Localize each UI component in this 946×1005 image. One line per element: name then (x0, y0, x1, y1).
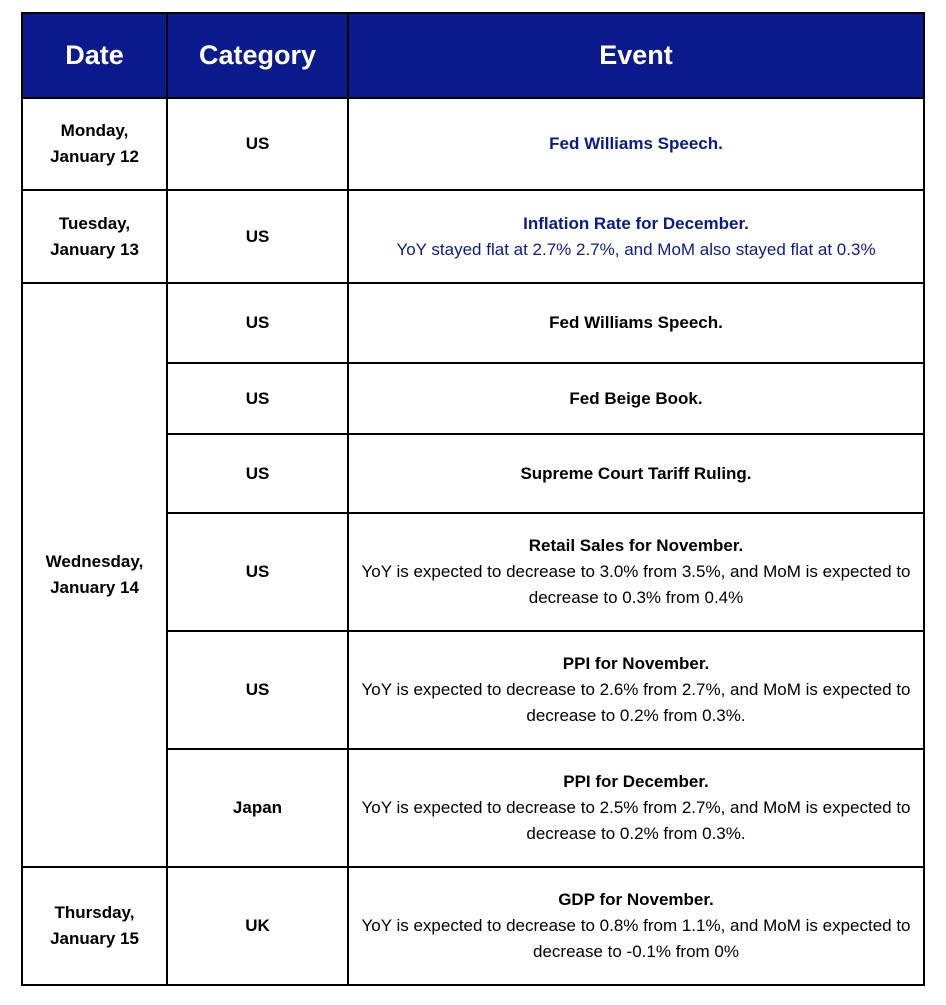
event-description: YoY is expected to decrease to 2.5% from 2.7%, and MoM is expected to decrease to 0.2% from 0.3%. (361, 798, 911, 843)
category-cell: US (167, 434, 348, 513)
event-cell (348, 98, 924, 190)
event-cell (348, 749, 924, 867)
event-title: GDP for November. (558, 890, 714, 909)
category-cell: UK (167, 867, 348, 985)
date-weekday: Monday, (60, 121, 129, 140)
date-weekday: Wednesday, (45, 552, 144, 571)
date-day: January 14 (50, 578, 139, 597)
event-title: Fed Williams Speech. (549, 134, 723, 153)
event-cell (348, 283, 924, 363)
header-event: Event (348, 13, 924, 98)
date-weekday: Thursday, (54, 903, 135, 922)
event-description: YoY is expected to decrease to 3.0% from 3.5%, and MoM is expected to decrease to 0.3% from 0.4% (361, 562, 911, 607)
event-title: PPI for November. (562, 654, 710, 673)
date-weekday: Tuesday, (58, 213, 131, 233)
event-description: YoY is expected to decrease to 2.6% from 2.7%, and MoM is expected to decrease to 0.2% from 0.3%. (361, 680, 911, 725)
event-description: YoY stayed flat at 2.7% 2.7%, and MoM also stayed flat at 0.3% (396, 239, 876, 259)
category-cell: US (167, 631, 348, 749)
header-category: Category (167, 13, 348, 98)
date-day: January 15 (50, 929, 139, 948)
header-row (22, 13, 924, 98)
category-cell: US (167, 513, 348, 631)
event-cell (348, 190, 924, 283)
event-cell (348, 631, 924, 749)
event-cell (348, 434, 924, 513)
event-title: Fed Williams Speech. (549, 313, 723, 332)
date-cell (22, 283, 167, 867)
date-cell (22, 190, 167, 283)
table-row (22, 283, 924, 363)
event-title: PPI for December. (563, 772, 709, 791)
event-description: YoY is expected to decrease to 0.8% from 1.1%, and MoM is expected to decrease to -0.1% from 0% (361, 916, 911, 961)
event-title: Supreme Court Tariff Ruling. (520, 463, 752, 483)
header-date: Date (22, 13, 167, 98)
economic-calendar-table (21, 12, 925, 986)
event-cell (348, 867, 924, 985)
category-cell: US (167, 98, 348, 190)
date-day: January 13 (50, 239, 139, 259)
event-cell (348, 363, 924, 434)
table-row (22, 190, 924, 283)
category-cell: US (167, 190, 348, 283)
event-title: Retail Sales for November. (528, 536, 744, 555)
event-title: Inflation Rate for December. (523, 213, 749, 233)
date-cell (22, 867, 167, 985)
category-cell: US (167, 363, 348, 434)
category-cell: Japan (167, 749, 348, 867)
date-cell (22, 98, 167, 190)
table-row (22, 98, 924, 190)
date-day: January 12 (50, 147, 139, 166)
event-title: Fed Beige Book. (569, 388, 703, 408)
event-cell (348, 513, 924, 631)
table-row (22, 867, 924, 985)
category-cell: US (167, 283, 348, 363)
